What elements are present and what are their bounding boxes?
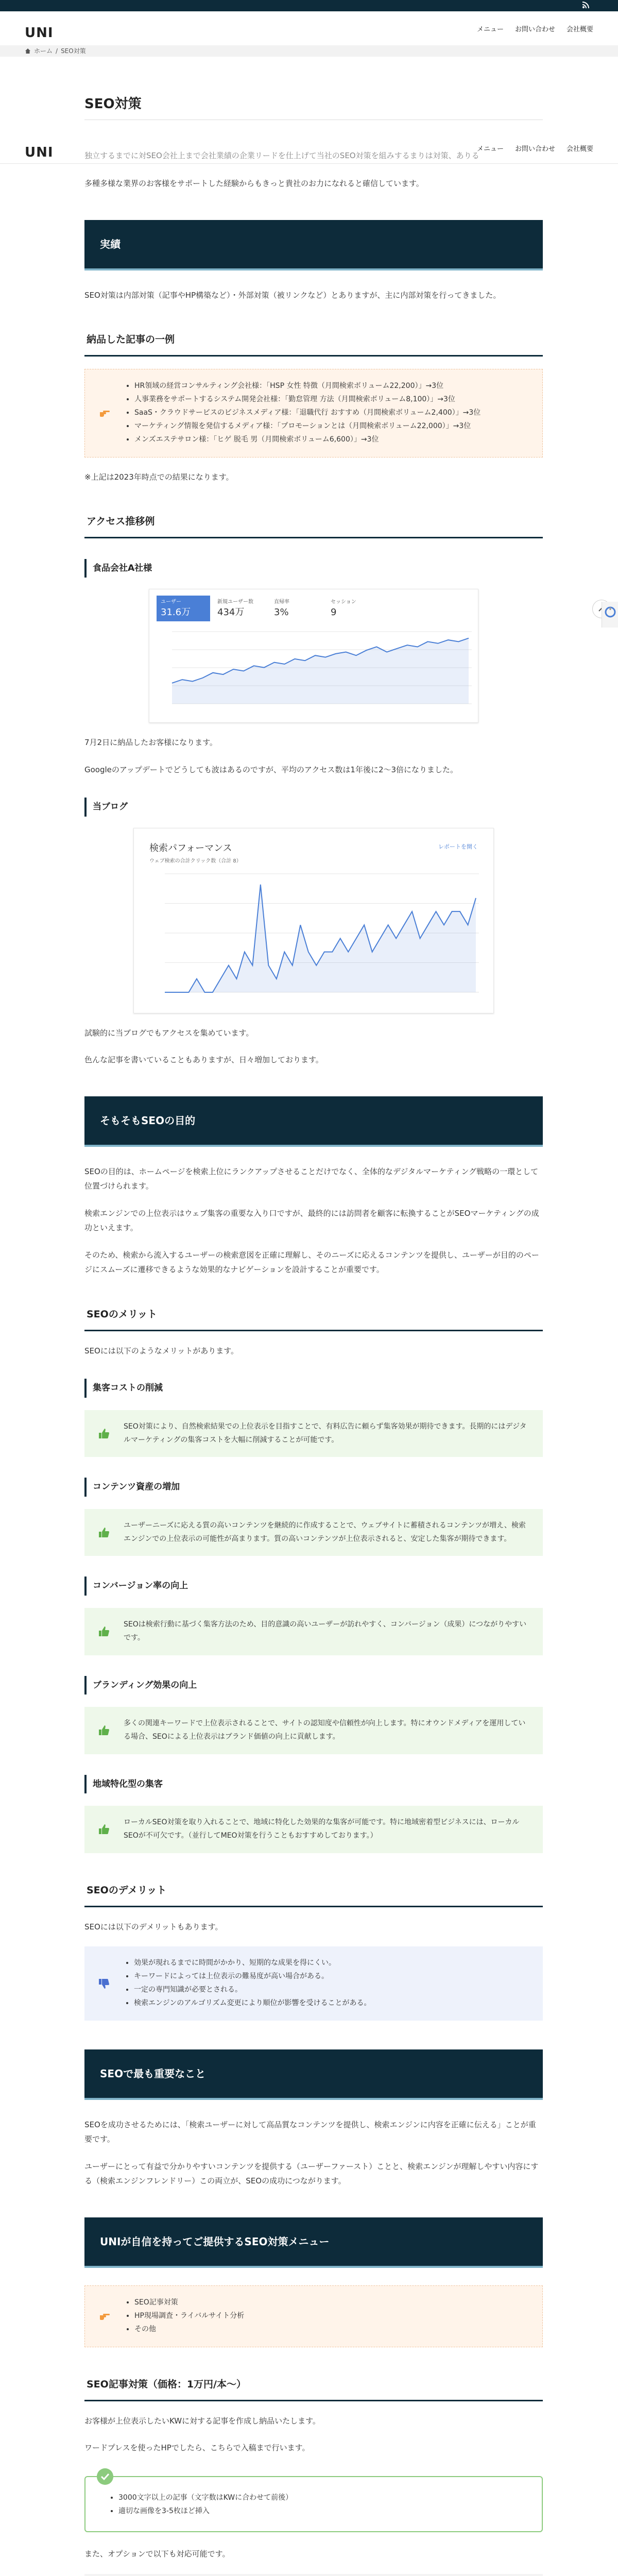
merit-box [84, 1509, 543, 1556]
heading-merit-cost: 集客コストの削減 [84, 1379, 543, 1397]
page-lead: 独立するまでに対SEO会社上まで会社業績の企業リードを仕上げて当社のSEO対策を組みするまりは対策、ありる [84, 151, 479, 160]
demerit-box [84, 1946, 543, 2021]
merit-text: SEOは検索行動に基づく集客方法のため、目的意識の高いユーザーが訪れやすく、コンバージョン（成果）につながりやすいです。 [124, 1620, 527, 1642]
list-item: • 検索エンジンのアルゴリズム変更により順位が影響を受けることがある。 [134, 1997, 527, 2010]
analytics-line-chart [157, 628, 472, 715]
list-item: • 一定の専門知識が必要とされる。 [134, 1984, 527, 1997]
sticky-nav [477, 143, 593, 156]
list-item: • メンズエステサロン様：「ヒゲ 脱毛 男（月間検索ボリューム6,600）」→3位 [134, 433, 527, 447]
heading-delivered-articles: 納品した記事の一例 [84, 327, 543, 357]
merit-text: ローカルSEO対策を取り入れることで、地域に特化した効果的な集客が可能です。特に地域密着型ビジネスには、ローカルSEOが不可欠です。（並行してMEO対策を行うこともおすすめしております。） [124, 1818, 520, 1840]
heading-important: SEOで最も重要なこと [84, 2049, 543, 2100]
article-service-text-1: お客様が上位表示したいKWに対する記事を作成し納品いたします。 [84, 2416, 320, 2426]
site-header [0, 11, 618, 45]
merit-text: 多くの関連キーワードで上位表示されることで、サイトの認知度や信頼性が向上します。特にオウンドメディアを運用している場合、SEOによる上位表示はブランド価値の向上に貢献します。 [124, 1719, 526, 1741]
recaptcha-badge[interactable] [602, 602, 618, 628]
purpose-text-1: SEOの目的は、ホームページを検索上位にランクアップさせることだけでなく、全体的なデジタルマーケティング戦略の一環として位置づけられます。 [84, 1166, 539, 1191]
heading-merit: SEOのメリット [84, 1302, 543, 1331]
heading-merit-content: コンテンツ資産の増加 [84, 1478, 543, 1496]
global-nav [477, 24, 593, 37]
search-console-screenshot [133, 828, 494, 1013]
stat-bounce-rate: 直帰率 3% [274, 599, 289, 618]
nav-menu[interactable]: メニュー [476, 26, 504, 33]
sticky-nav-menu[interactable]: メニュー [476, 145, 504, 153]
menu-item: • その他 [134, 2323, 527, 2336]
menu-box [84, 2285, 543, 2347]
article-body [84, 164, 543, 2576]
heading-access: アクセス推移例 [84, 509, 543, 538]
merit-box [84, 1410, 543, 1458]
merit-intro: SEOには以下のようなメリットがあります。 [84, 1346, 239, 1355]
home-icon [25, 48, 31, 54]
important-text-2: ユーザーにとって有益で分かりやすいコンテンツを提供する（ユーザーファースト）ことと、検索エンジンが理解しやすい内容にする（検索エンジンフレンドリー）この両立が、SEOの成功につながります。 [84, 2161, 539, 2186]
list-item: • HR領域の経営コンサルティング会社様：「HSP 女性 特徴（月間検索ボリューム22,200）」→3位 [134, 380, 527, 393]
article-service-text-2: ワードプレスを使ったHPでしたら、こちらで入稿まで行います。 [84, 2443, 310, 2453]
stat-new-users: 新規ユーザー数 434万 [217, 599, 253, 618]
stat-users: ユーザー 31.6万 [157, 596, 210, 621]
gsc-legend: ウェブ検索の合計クリック数（合計 8） [149, 858, 242, 864]
own-blog-text-2: 色んな記事を書いていることもありますが、日々増加しております。 [84, 1055, 323, 1065]
breadcrumb [0, 45, 618, 57]
article-checklist [84, 2476, 543, 2533]
list-item: • 効果が現れるまでに時間がかかり、短期的な成果を得にくい。 [134, 1957, 527, 1970]
heading-purpose: そもそもSEOの目的 [84, 1096, 543, 1147]
page-title: SEO対策 [84, 96, 142, 112]
heading-results: 実績 [84, 220, 543, 270]
thumbs-up-icon [98, 1428, 110, 1440]
pointing-hand-icon [98, 407, 111, 419]
thumbs-down-icon [98, 1977, 110, 1990]
delivered-articles-box [84, 369, 543, 457]
list-item: • マーケティング情報を発信するメディア様：「プロモーションとは（月間検索ボリューム22,000）」→3位 [134, 420, 527, 433]
list-item: • SaaS・クラウドサービスのビジネスメディア様：「退職代行 おすすめ（月間検索ボリューム2,400）」→3位 [134, 406, 527, 420]
nav-company[interactable]: 会社概要 [566, 26, 593, 33]
search-performance-chart [149, 870, 479, 1004]
thumbs-up-icon [98, 1527, 110, 1539]
results-text: SEO対策は内部対策（記事やHP構築など）・外部対策（被リンクなど）とありますが、主に内部対策を行ってきました。 [84, 290, 501, 300]
thumbs-up-icon [98, 1823, 110, 1836]
series-area [172, 638, 469, 704]
article-service-text-3: また、オプションで以下も対応可能です。 [84, 2549, 230, 2559]
heading-demerit: SEOのデメリット [84, 1878, 543, 1907]
options-box [84, 2574, 543, 2576]
breadcrumb-current: SEO対策 [61, 47, 86, 55]
company-a-text-2: Googleのアップデートでどうしても波はあるのですが、平均のアクセス数は1年後に2～3倍になりました。 [84, 765, 458, 774]
sticky-nav-company[interactable]: 会社概要 [566, 145, 593, 153]
breadcrumb-separator: / [56, 47, 58, 55]
gsc-open-report-link[interactable]: レポートを開く [438, 843, 478, 850]
heading-company-a: 食品会社A社様 [84, 559, 543, 578]
pointing-hand-icon [98, 2310, 111, 2323]
heading-article-service: SEO記事対策（価格：1万円/本〜） [84, 2372, 543, 2401]
important-text-1: SEOを成功させるためには、「検索ユーザーに対して高品質なコンテンツを提供し、検索エンジンに内容を正確に伝える」ことが重要です。 [84, 2120, 536, 2144]
sticky-header [0, 133, 618, 164]
checklist-item: • 3000文字以上の記事（文字数はKWに合わせて前後） [118, 2492, 526, 2505]
merit-text: SEO対策により、自然検索結果での上位表示を目指すことで、有料広告に頼らず集客効果が期待できます。長期的にはデジタルマーケティングの集客コストを大幅に削減することが可能です。 [124, 1422, 527, 1444]
recaptcha-icon [602, 602, 618, 628]
series-area [165, 885, 476, 992]
menu-item: • SEO記事対策 [134, 2296, 527, 2310]
rss-icon[interactable] [582, 2, 589, 9]
thumbs-up-icon [98, 1625, 110, 1638]
gsc-title: 検索パフォーマンス [149, 842, 232, 854]
demerit-intro: SEOには以下のデメリットもあります。 [84, 1922, 223, 1931]
list-item: • キーワードによっては上位表示の難易度が高い場合がある。 [134, 1970, 527, 1984]
merit-text: ユーザーニーズに応える質の高いコンテンツを継続的に作成することで、ウェブサイトに蓄積されるコンテンツが増え、検索エンジンでの上位表示の可能性が高まります。質の高いコンテンツが上位表示されると、安定した集客が期待できます。 [124, 1521, 526, 1543]
purpose-text-2: 検索エンジンでの上位表示はウェブ集客の重要な入り口ですが、最終的には訪問者を顧客に転換することがSEOマーケティングの成功といえます。 [84, 1208, 539, 1233]
nav-contact[interactable]: お問い合わせ [514, 26, 555, 33]
company-a-text-1: 7月2日に納品したお客様になります。 [84, 738, 217, 748]
site-logo[interactable]: UNI [25, 25, 54, 41]
heading-menu: UNIが自信を持ってご提供するSEO対策メニュー [84, 2217, 543, 2268]
own-blog-text-1: 試験的に当ブログでもアクセスを集めています。 [84, 1028, 254, 1038]
intro-text: 多種多様な業界のお客様をサポートした経験からもきっと貴社のお力になれると確信しています。 [84, 179, 424, 188]
heading-own-blog: 当ブログ [84, 798, 543, 816]
sticky-nav-contact[interactable]: お問い合わせ [514, 145, 555, 153]
purpose-text-3: そのため、検索から流入するユーザーの検索意図を正確に理解し、そのニーズに応えるコンテンツを提供し、ユーザーが目的のページにスムーズに遷移できるような効果的なナビゲーションを設計することが重要です。 [84, 1250, 539, 1275]
top-bar [0, 0, 618, 11]
merit-box [84, 1707, 543, 1754]
analytics-screenshot [149, 589, 478, 723]
list-item: • 人事業務をサポートするシステム開発会社様：「勤怠管理 方法（月間検索ボリューム8,100）」→3位 [134, 393, 527, 406]
merit-box [84, 1806, 543, 1853]
thumbs-up-icon [98, 1724, 110, 1737]
stat-sessions: セッション 9 [331, 599, 356, 618]
heading-merit-branding: ブランディング効果の向上 [84, 1676, 543, 1694]
checklist-item: • 適切な画像を3-5枚ほど挿入 [118, 2505, 526, 2518]
heading-merit-conversion: コンバージョン率の向上 [84, 1577, 543, 1595]
menu-item: • HP現場調査・ライバルサイト分析 [134, 2310, 527, 2323]
check-icon [97, 2468, 113, 2485]
results-note: ※上記は2023年時点での結果になります。 [84, 472, 234, 482]
sticky-logo[interactable]: UNI [25, 145, 54, 160]
merit-box [84, 1608, 543, 1655]
heading-merit-local: 地域特化型の集客 [84, 1775, 543, 1793]
breadcrumb-home[interactable]: ホーム [34, 47, 53, 55]
